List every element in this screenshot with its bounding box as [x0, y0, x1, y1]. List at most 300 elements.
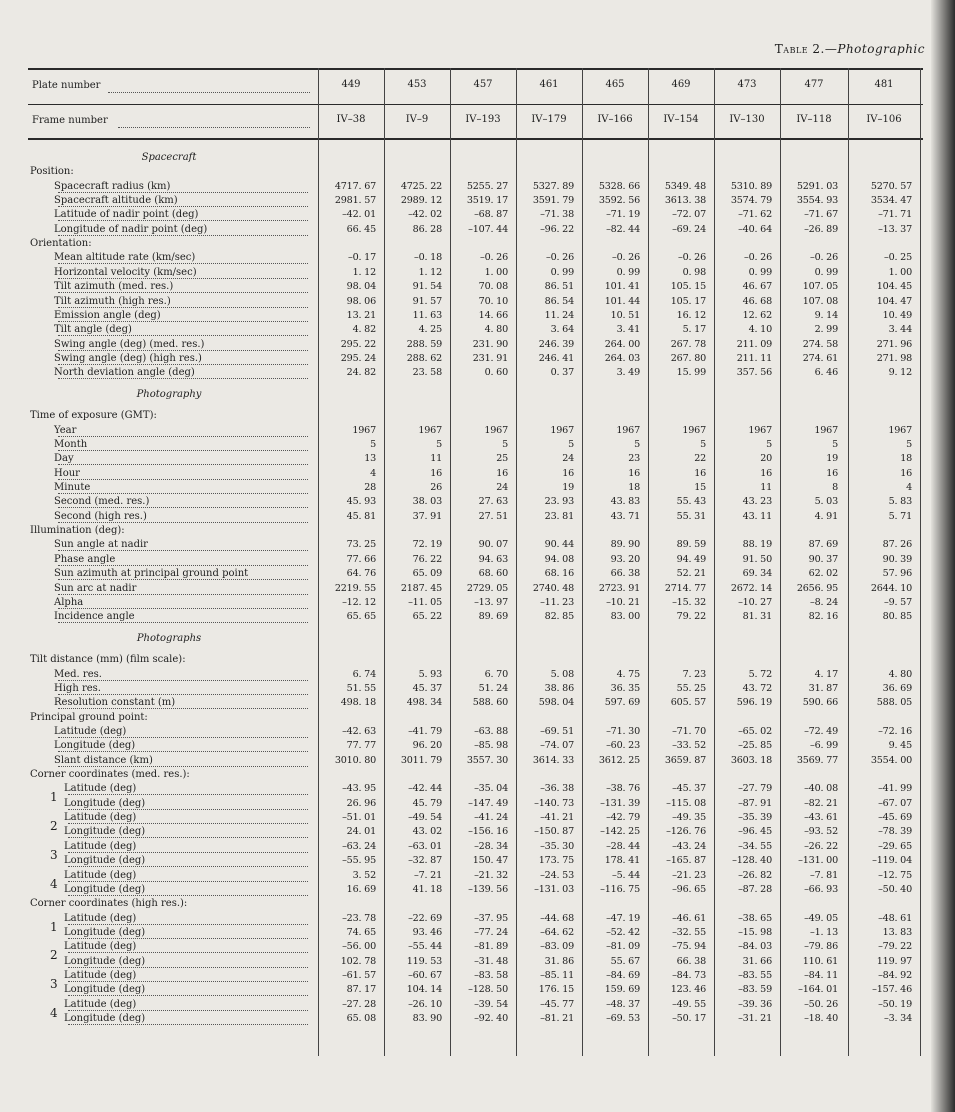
data-cell: 90. 37 — [808, 553, 838, 565]
data-cell: 18 — [628, 482, 640, 494]
data-cell: 0. 60 — [484, 367, 508, 379]
data-cell: –56. 00 — [342, 941, 376, 953]
data-cell: –79. 86 — [804, 941, 838, 953]
group-heading: Illumination (deg): — [30, 525, 125, 537]
data-cell: 4717. 67 — [334, 180, 376, 192]
table-title-prefix: Table 2.— — [774, 42, 838, 56]
data-cell: 11 — [760, 482, 772, 494]
data-cell: –39. 36 — [738, 998, 772, 1010]
row-label: Med. res. — [54, 668, 102, 680]
data-cell: 5 — [832, 439, 838, 450]
data-cell: –50. 17 — [672, 1013, 706, 1024]
data-cell: –0. 26 — [677, 252, 706, 264]
data-cell: –45. 69 — [878, 812, 912, 824]
data-cell: 91. 54 — [412, 281, 442, 293]
data-cell: –96. 45 — [738, 826, 772, 838]
data-cell: –55. 44 — [408, 941, 442, 953]
data-cell: 16 — [760, 467, 772, 479]
row-label: Longitude (deg) — [64, 826, 146, 838]
data-cell: 31. 86 — [544, 955, 574, 967]
data-cell: –71. 38 — [540, 209, 574, 221]
data-cell: –32. 87 — [408, 855, 442, 867]
row-label: Swing angle (deg) (high res.) — [54, 352, 202, 364]
data-cell: 98. 06 — [346, 295, 376, 307]
data-cell: 105. 15 — [670, 281, 706, 293]
data-cell: –71. 62 — [738, 209, 772, 221]
data-cell: 12. 62 — [742, 309, 772, 321]
data-cell: 176. 15 — [538, 984, 574, 996]
data-cell: –0. 26 — [809, 252, 838, 264]
row-label: Longitude (deg) — [54, 740, 136, 752]
data-cell: 24. 01 — [346, 826, 376, 838]
data-cell: 2740. 48 — [532, 582, 574, 594]
data-cell: –47. 19 — [606, 912, 640, 924]
data-cell: –13. 97 — [474, 596, 508, 608]
row-label: Latitude (deg) — [64, 840, 137, 852]
data-cell: 246. 39 — [538, 338, 574, 350]
data-cell: –40. 08 — [804, 783, 838, 795]
data-cell: 41. 18 — [412, 883, 442, 895]
data-cell: 1. 12 — [418, 266, 442, 278]
data-cell: –42. 44 — [408, 783, 442, 795]
data-cell: 597. 69 — [604, 697, 640, 709]
plate-number-label: Plate number — [32, 80, 101, 91]
data-cell: 267. 80 — [670, 352, 706, 364]
data-cell: 45. 81 — [346, 510, 376, 522]
data-cell: 110. 61 — [802, 955, 838, 967]
section-heading: Photography — [136, 388, 202, 400]
data-cell: 90. 44 — [544, 539, 574, 551]
data-cell: 3603. 18 — [730, 754, 772, 766]
data-cell: –131. 03 — [534, 883, 574, 895]
data-cell: 4. 91 — [814, 510, 838, 522]
data-cell: 16 — [826, 467, 838, 479]
plate-number-cell: 461 — [539, 79, 559, 90]
frame-number-leader — [118, 126, 310, 128]
data-cell: –48. 37 — [606, 998, 640, 1010]
data-cell: 37. 91 — [412, 510, 442, 522]
data-cell: –44. 68 — [540, 912, 574, 924]
plate-number-cell: 465 — [605, 79, 625, 90]
row-label: Second (med. res.) — [54, 496, 150, 508]
data-cell: –83. 09 — [540, 941, 574, 953]
data-cell: 98. 04 — [346, 281, 376, 293]
data-cell: –52. 42 — [606, 926, 640, 938]
data-cell: 94. 08 — [544, 553, 574, 565]
section-heading: Photographs — [136, 632, 202, 644]
data-cell: 77. 66 — [346, 553, 376, 565]
data-cell: 5 — [906, 439, 912, 450]
data-cell: 357. 56 — [736, 367, 772, 379]
data-cell: –43. 24 — [672, 840, 706, 852]
row-label: Latitude (deg) — [64, 969, 137, 981]
data-cell: –96. 65 — [672, 883, 706, 895]
data-cell: –39. 54 — [474, 998, 508, 1010]
data-cell: 4 — [370, 467, 376, 479]
data-cell: –13. 37 — [878, 223, 912, 235]
data-cell: 2729. 05 — [466, 582, 508, 594]
data-cell: 87. 69 — [808, 539, 838, 551]
data-cell: 11 — [430, 453, 442, 465]
data-cell: 65. 08 — [346, 1013, 376, 1024]
data-cell: –49. 55 — [672, 998, 706, 1010]
data-cell: 119. 53 — [406, 955, 442, 967]
corner-index: 3 — [50, 976, 58, 991]
data-cell: –21. 32 — [474, 869, 508, 881]
data-cell: 86. 28 — [412, 223, 442, 235]
data-cell: 271. 96 — [876, 338, 912, 350]
data-cell: –46. 61 — [672, 912, 706, 924]
data-cell: 87. 17 — [346, 984, 376, 996]
data-cell: 94. 49 — [676, 553, 706, 565]
data-cell: –28. 44 — [606, 840, 640, 852]
data-cell: –12. 75 — [878, 869, 912, 881]
data-cell: –31. 21 — [738, 1013, 772, 1024]
data-cell: 20 — [760, 453, 772, 465]
data-cell: 264. 00 — [604, 338, 640, 350]
section-heading: Spacecraft — [141, 152, 197, 163]
data-cell: 51. 55 — [346, 682, 376, 694]
table-title-italic: Photographic — [837, 42, 925, 56]
data-cell: –71. 71 — [878, 209, 912, 221]
data-cell: –156. 16 — [468, 826, 508, 838]
data-cell: –49. 54 — [408, 812, 442, 824]
data-cell: 69. 34 — [742, 568, 772, 580]
data-cell: 89. 90 — [610, 539, 640, 551]
data-cell: 588. 60 — [472, 697, 508, 709]
data-cell: 9. 14 — [814, 309, 838, 321]
data-cell: –1. 13 — [809, 926, 838, 938]
data-cell: –35. 30 — [540, 840, 574, 852]
data-cell: 264. 03 — [604, 352, 640, 364]
row-label: Incidence angle — [54, 611, 135, 623]
data-cell: –63. 24 — [342, 840, 376, 852]
data-cell: 16 — [496, 467, 508, 479]
data-cell: 45. 79 — [412, 797, 442, 809]
data-cell: –40. 64 — [738, 223, 772, 235]
data-cell: 5328. 66 — [598, 180, 640, 192]
corner-index: 4 — [50, 876, 58, 891]
data-cell: 43. 72 — [742, 682, 772, 694]
data-cell: –11. 05 — [408, 596, 442, 608]
data-cell: –41. 79 — [408, 726, 442, 737]
data-cell: 3. 41 — [616, 324, 640, 336]
data-cell: 3554. 93 — [796, 195, 838, 207]
data-cell: –69. 24 — [672, 223, 706, 235]
data-cell: 3613. 38 — [664, 195, 706, 207]
data-cell: –71. 30 — [606, 726, 640, 737]
data-cell: 79. 22 — [676, 611, 706, 623]
data-cell: –0. 26 — [611, 252, 640, 264]
top-rule — [28, 68, 923, 70]
data-cell: –96. 22 — [540, 223, 574, 235]
data-cell: –116. 75 — [600, 883, 640, 895]
data-cell: 5255. 27 — [466, 180, 508, 192]
row-leader — [58, 607, 308, 609]
plate-number-cell: 481 — [874, 79, 894, 90]
data-cell: 1967 — [748, 424, 772, 436]
data-cell: 14. 66 — [478, 309, 508, 321]
data-cell: –11. 23 — [540, 596, 574, 608]
data-cell: –60. 67 — [408, 969, 442, 981]
row-label: Swing angle (deg) (med. res.) — [54, 338, 205, 350]
data-cell: 10. 51 — [610, 309, 640, 321]
data-cell: 77. 77 — [346, 740, 376, 752]
data-cell: 9. 45 — [888, 740, 912, 752]
data-cell: 65. 09 — [412, 568, 442, 580]
data-cell: 16 — [562, 467, 574, 479]
data-cell: –15. 32 — [672, 596, 706, 608]
data-cell: –115. 08 — [666, 797, 706, 809]
data-cell: 3010. 80 — [334, 754, 376, 766]
data-cell: 38. 86 — [544, 682, 574, 694]
data-cell: –67. 07 — [878, 797, 912, 809]
data-cell: 1967 — [682, 424, 706, 436]
data-cell: –27. 28 — [342, 998, 376, 1010]
data-cell: –34. 55 — [738, 840, 772, 852]
data-cell: –37. 95 — [474, 912, 508, 924]
row-label: Horizontal velocity (km/sec) — [54, 266, 197, 278]
data-cell: 2219. 55 — [334, 582, 376, 594]
data-cell: –83. 58 — [474, 969, 508, 981]
data-cell: 51. 24 — [478, 682, 508, 694]
data-cell: 588. 05 — [876, 697, 912, 709]
data-cell: 10. 49 — [882, 309, 912, 321]
data-cell: 55. 43 — [676, 496, 706, 508]
data-cell: –27. 79 — [738, 783, 772, 795]
header-mid-rule — [28, 104, 923, 105]
data-cell: 102. 78 — [340, 955, 376, 967]
data-cell: 295. 24 — [340, 352, 376, 364]
data-cell: 1. 00 — [484, 266, 508, 278]
corner-index: 4 — [50, 1005, 58, 1020]
data-cell: –63. 88 — [474, 726, 508, 737]
data-cell: 31. 66 — [742, 955, 772, 967]
data-cell: 104. 14 — [406, 984, 442, 996]
data-cell: –36. 38 — [540, 783, 574, 795]
data-cell: 3011. 79 — [400, 754, 442, 766]
data-cell: 4. 82 — [352, 324, 376, 336]
data-cell: 2723. 91 — [598, 582, 640, 594]
data-cell: 123. 46 — [670, 984, 706, 996]
data-cell: 3659. 87 — [664, 754, 706, 766]
data-cell: –0. 25 — [883, 252, 912, 264]
row-label: High res. — [54, 682, 101, 694]
data-cell: –42. 63 — [342, 726, 376, 737]
row-label: Mean altitude rate (km/sec) — [54, 252, 196, 264]
data-cell: –41. 24 — [474, 812, 508, 824]
data-cell: –49. 35 — [672, 812, 706, 824]
data-cell: 2981. 57 — [334, 195, 376, 207]
row-leader — [58, 492, 308, 494]
row-label: Latitude of nadir point (deg) — [54, 209, 199, 221]
data-cell: 24. 82 — [346, 367, 376, 379]
data-cell: 16 — [900, 467, 912, 479]
data-cell: 43. 83 — [610, 496, 640, 508]
row-leader — [58, 463, 308, 465]
data-cell: 45. 93 — [346, 496, 376, 508]
page-edge-shadow — [931, 0, 955, 1112]
plate-number-cell: 473 — [737, 79, 757, 90]
data-cell: –24. 53 — [540, 869, 574, 881]
data-cell: 43. 11 — [742, 510, 772, 522]
data-cell: 36. 69 — [882, 682, 912, 694]
data-cell: –72. 07 — [672, 209, 706, 221]
data-cell: 73. 25 — [346, 539, 376, 551]
corner-index: 1 — [50, 790, 58, 805]
table-title — [650, 42, 925, 56]
data-cell: 5. 71 — [888, 510, 912, 522]
row-label: North deviation angle (deg) — [54, 367, 195, 379]
data-cell: –43. 95 — [342, 783, 376, 795]
data-cell: –84. 69 — [606, 969, 640, 981]
row-label: Longitude (deg) — [64, 984, 146, 996]
data-cell: 246. 41 — [538, 352, 574, 364]
group-heading: Orientation: — [30, 238, 92, 250]
data-cell: 70. 10 — [478, 295, 508, 307]
row-label: Longitude (deg) — [64, 926, 146, 938]
data-cell: 4. 75 — [616, 668, 640, 680]
corner-index: 2 — [50, 819, 58, 834]
data-cell: –164. 01 — [798, 984, 838, 996]
data-cell: 0. 98 — [682, 266, 706, 278]
row-label: Emission angle (deg) — [54, 309, 161, 321]
data-cell: –60. 23 — [606, 740, 640, 752]
data-cell: 2. 99 — [814, 324, 838, 336]
plate-number-cell: 449 — [341, 79, 361, 90]
data-cell: 16 — [628, 467, 640, 479]
data-cell: 22 — [694, 453, 706, 465]
data-cell: 9. 12 — [888, 367, 912, 379]
row-leader — [58, 478, 308, 480]
data-cell: 3534. 47 — [870, 195, 912, 207]
column-rule — [920, 68, 921, 1056]
plate-number-cell: 453 — [407, 79, 427, 90]
data-cell: –71. 19 — [606, 209, 640, 221]
data-cell: –69. 51 — [540, 726, 574, 737]
data-cell: –7. 21 — [413, 869, 442, 881]
data-cell: 64. 76 — [346, 568, 376, 580]
data-cell: 26 — [430, 482, 442, 494]
data-cell: 16 — [694, 467, 706, 479]
data-cell: –41. 21 — [540, 812, 574, 824]
data-cell: 46. 67 — [742, 281, 772, 293]
data-cell: 26. 96 — [346, 797, 376, 809]
data-cell: 55. 25 — [676, 682, 706, 694]
data-cell: –87. 28 — [738, 883, 772, 895]
data-cell: 57. 96 — [882, 568, 912, 580]
row-label: Longitude (deg) — [64, 797, 146, 809]
data-cell: –18. 40 — [804, 1013, 838, 1024]
data-cell: 104. 47 — [876, 295, 912, 307]
data-cell: 5291. 03 — [796, 180, 838, 192]
data-cell: –0. 26 — [545, 252, 574, 264]
data-cell: –87. 91 — [738, 797, 772, 809]
data-cell: 87. 26 — [882, 539, 912, 551]
row-label: Longitude (deg) — [64, 1013, 146, 1024]
data-cell: 5349. 48 — [664, 180, 706, 192]
data-cell: 3. 52 — [352, 869, 376, 881]
group-heading: Time of exposure (GMT): — [30, 410, 157, 422]
data-cell: 178. 41 — [604, 855, 640, 867]
data-cell: 15. 99 — [676, 367, 706, 379]
data-cell: 2714. 77 — [664, 582, 706, 594]
data-cell: 211. 09 — [736, 338, 772, 350]
group-heading: Corner coordinates (high res.): — [30, 898, 188, 910]
data-cell: 2989. 12 — [400, 195, 442, 207]
data-cell: 91. 50 — [742, 553, 772, 565]
data-cell: –128. 40 — [732, 855, 772, 867]
data-cell: 5 — [568, 439, 574, 450]
row-label: Resolution constant (m) — [54, 697, 176, 709]
data-cell: –21. 23 — [672, 869, 706, 881]
corner-index: 2 — [50, 948, 58, 963]
data-cell: 5 — [700, 439, 706, 450]
row-label: Tilt azimuth (high res.) — [54, 295, 171, 307]
data-cell: 5 — [634, 439, 640, 450]
data-cell: –61. 57 — [342, 969, 376, 981]
row-label: Spacecraft altitude (km) — [54, 195, 178, 207]
data-cell: 119. 97 — [876, 955, 912, 967]
data-cell: 91. 57 — [412, 295, 442, 307]
data-cell: 3612. 25 — [598, 754, 640, 766]
row-label: Latitude (deg) — [64, 998, 137, 1010]
frame-number-cell: IV–9 — [405, 114, 429, 125]
data-cell: 5270. 57 — [870, 180, 912, 192]
row-label: Slant distance (km) — [54, 754, 153, 766]
data-cell: 288. 62 — [406, 352, 442, 364]
data-cell: –93. 52 — [804, 826, 838, 838]
data-cell: –81. 89 — [474, 941, 508, 953]
data-cell: 1967 — [418, 424, 442, 436]
data-cell: –51. 01 — [342, 812, 376, 824]
data-cell: 86. 54 — [544, 295, 574, 307]
data-cell: 11. 24 — [544, 309, 574, 321]
data-cell: –55. 95 — [342, 855, 376, 867]
data-cell: 4. 80 — [484, 324, 508, 336]
data-cell: 173. 75 — [538, 855, 574, 867]
data-cell: 18 — [900, 453, 912, 465]
group-heading: Principal ground point: — [30, 711, 148, 723]
data-cell: –63. 01 — [408, 840, 442, 852]
header-bottom-rule — [28, 138, 923, 140]
data-cell: –77. 24 — [474, 926, 508, 938]
data-cell: 28 — [364, 482, 376, 494]
data-cell: 23. 81 — [544, 510, 574, 522]
data-cell: –38. 65 — [738, 912, 772, 924]
data-cell: –42. 02 — [408, 209, 442, 221]
data-cell: –71. 67 — [804, 209, 838, 221]
data-cell: –10. 27 — [738, 596, 772, 608]
row-label: Latitude (deg) — [54, 726, 127, 737]
data-cell: –72. 49 — [804, 726, 838, 737]
data-cell: 105. 17 — [670, 295, 706, 307]
data-cell: 5310. 89 — [730, 180, 772, 192]
data-cell: –92. 40 — [474, 1013, 508, 1024]
data-cell: –71. 70 — [672, 726, 706, 737]
data-cell: 6. 70 — [484, 668, 508, 680]
data-cell: 62. 02 — [808, 568, 838, 580]
data-cell: 24 — [562, 453, 574, 465]
plate-number-leader — [108, 91, 310, 93]
data-cell: –69. 53 — [606, 1013, 640, 1024]
data-cell: –65. 02 — [738, 726, 772, 737]
row-label: Alpha — [54, 596, 84, 608]
data-cell: –41. 99 — [878, 783, 912, 795]
data-cell: –38. 76 — [606, 783, 640, 795]
data-cell: –107. 44 — [468, 223, 508, 235]
data-cell: –43. 61 — [804, 812, 838, 824]
